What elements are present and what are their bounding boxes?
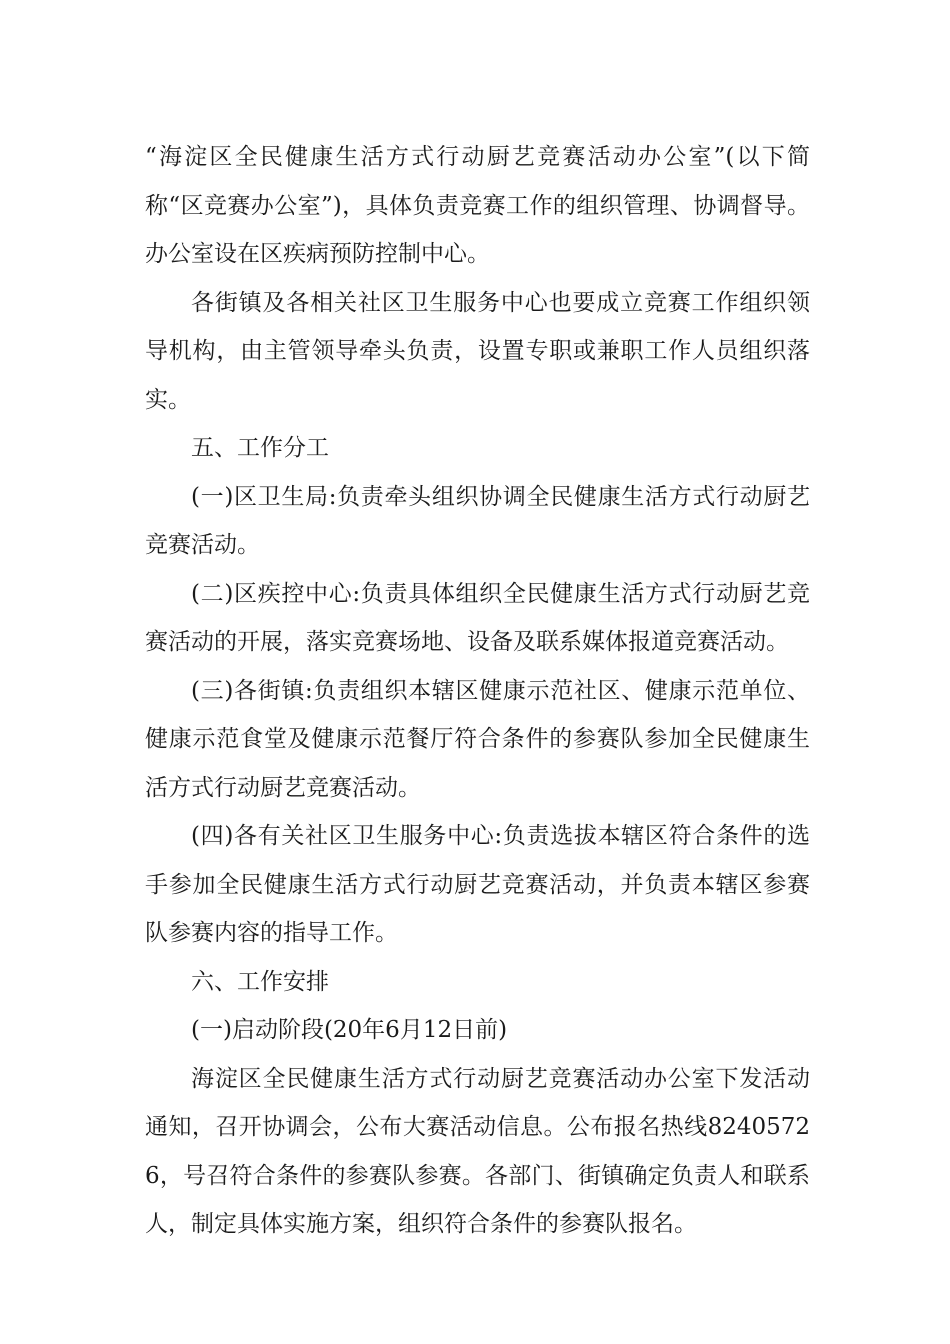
heading-section-5: 五、工作分工 [191,435,329,461]
paragraph-launch-details: 海淀区全民健康生活方式行动厨艺竞赛活动办公室下发活动通知，召开协调会，公布大赛活动信息。公布报名热线82405726，号召符合条件的参赛队参赛。各部门、街镇确定负责人和联系人，制定具体实施方案，组织符合条件的参赛队报名。 [145,1065,810,1237]
heading-section-6: 六、工作安排 [191,968,329,995]
document-body [145,133,810,1249]
paragraph-office-setup: “海淀区全民健康生活方式行动厨艺竞赛活动办公室”(以下简称“区竞赛办公室”)，具体负责竞赛工作的组织管理、协调督导。办公室设在区疾病预防控制中心。 [145,144,810,267]
paragraph-duty-3: (三)各街镇:负责组织本辖区健康示范社区、健康示范单位、健康示范食堂及健康示范餐厅符合条件的参赛队参加全民健康生活方式行动厨艺竞赛活动。 [145,677,810,801]
paragraph-duty-2: (二)区疾控中心:负责具体组织全民健康生活方式行动厨艺竞赛活动的开展，落实竞赛场地、设备及联系媒体报道竞赛活动。 [145,580,810,655]
paragraph-street-organization: 各街镇及各相关社区卫生服务中心也要成立竞赛工作组织领导机构，由主管领导牵头负责，设置专职或兼职工作人员组织落实。 [145,289,810,413]
paragraph-duty-1: (一)区卫生局:负责牵头组织协调全民健康生活方式行动厨艺竞赛活动。 [145,483,810,558]
subheading-launch-phase: (一)启动阶段(20年6月12日前) [191,1017,508,1043]
paragraph-duty-4: (四)各有关社区卫生服务中心:负责选拔本辖区符合条件的选手参加全民健康生活方式行动厨艺竞赛活动，并负责本辖区参赛队参赛内容的指导工作。 [145,823,810,946]
